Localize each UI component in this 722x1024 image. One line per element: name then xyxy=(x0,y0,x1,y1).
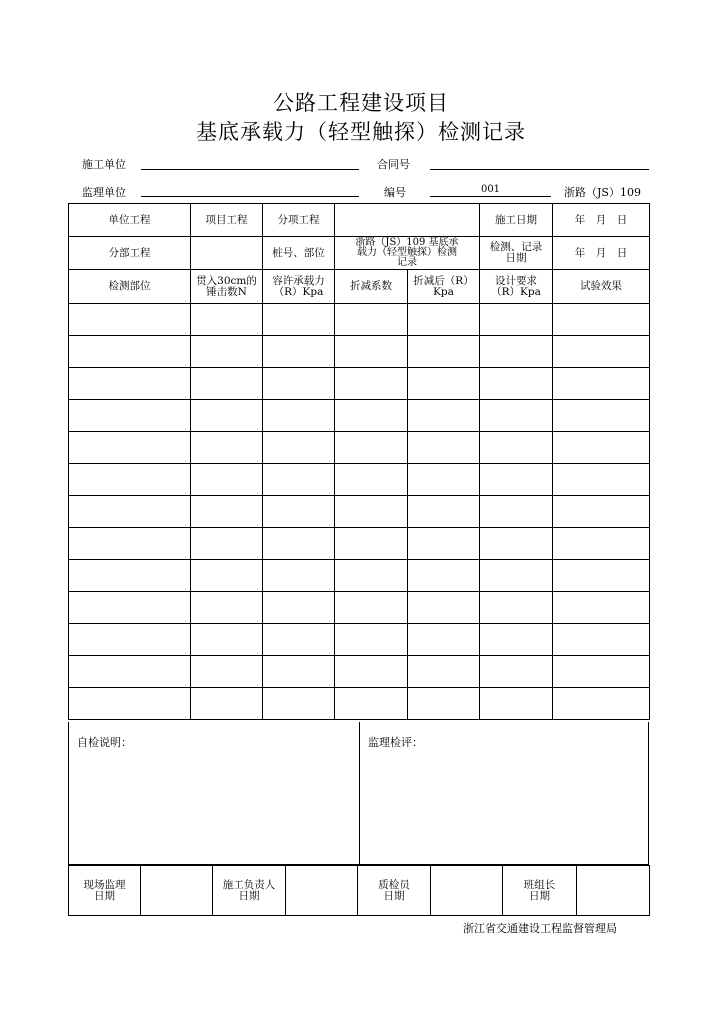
team-leader-line1: 班组长 xyxy=(523,878,556,891)
table-cell[interactable] xyxy=(263,304,335,336)
construction-unit-label: 施工单位 xyxy=(82,158,126,171)
test-date-value[interactable]: 年 月 日 xyxy=(553,237,650,270)
table-cell[interactable] xyxy=(480,368,553,400)
table-cell[interactable] xyxy=(335,400,408,432)
table-row xyxy=(69,304,650,336)
table-row xyxy=(69,592,650,624)
table-row xyxy=(69,496,650,528)
column-header-6-line1: 试验效果 xyxy=(580,280,622,292)
table-cell[interactable] xyxy=(480,528,553,560)
table-cell[interactable] xyxy=(69,688,191,720)
table-cell[interactable] xyxy=(335,368,408,400)
table-cell[interactable] xyxy=(191,304,263,336)
table-cell[interactable] xyxy=(191,496,263,528)
table-cell[interactable] xyxy=(69,624,191,656)
quality-inspector-label xyxy=(358,866,431,916)
column-header-4-line1: 折减后（R） xyxy=(413,274,474,287)
serial-no-label: 编号 xyxy=(384,186,406,199)
station-value[interactable] xyxy=(335,237,480,270)
column-header-6 xyxy=(553,270,650,304)
table-cell[interactable] xyxy=(263,432,335,464)
quality-inspector-sign[interactable] xyxy=(431,866,503,916)
table-row xyxy=(69,368,650,400)
table-cell[interactable] xyxy=(263,496,335,528)
self-check-label: 自检说明： xyxy=(77,736,132,749)
table-cell[interactable] xyxy=(408,400,480,432)
station-label: 桩号、部位 xyxy=(263,237,335,270)
table-cell[interactable] xyxy=(480,432,553,464)
table-cell[interactable] xyxy=(553,560,650,592)
serial-no-value: 001 xyxy=(480,184,501,195)
division-label: 分部工程 xyxy=(69,237,191,270)
table-cell[interactable] xyxy=(263,368,335,400)
supervision-unit-label: 监理单位 xyxy=(82,186,126,199)
table-row xyxy=(69,624,650,656)
team-leader-line2: 日期 xyxy=(529,889,550,902)
column-header-0 xyxy=(69,270,191,304)
column-header-2 xyxy=(263,270,335,304)
table-cell[interactable] xyxy=(553,592,650,624)
page-title-line1: 公路工程建设项目 xyxy=(273,91,449,115)
table-cell[interactable] xyxy=(335,560,408,592)
table-row xyxy=(69,432,650,464)
station-value-line2: 载力（轻型触探）检测 xyxy=(357,247,457,258)
table-cell[interactable] xyxy=(191,528,263,560)
table-cell[interactable] xyxy=(335,592,408,624)
table-cell[interactable] xyxy=(335,304,408,336)
table-cell[interactable] xyxy=(191,624,263,656)
contract-no-label: 合同号 xyxy=(377,158,410,171)
table-cell[interactable] xyxy=(553,688,650,720)
table-cell[interactable] xyxy=(480,624,553,656)
table-cell[interactable] xyxy=(69,528,191,560)
table-cell[interactable] xyxy=(480,656,553,688)
column-header-5-line1: 设计要求 xyxy=(495,274,537,287)
column-header-5 xyxy=(480,270,553,304)
column-header-0-line1: 检测部位 xyxy=(108,280,151,292)
column-header-4-line2: Kpa xyxy=(433,285,454,298)
table-cell[interactable] xyxy=(335,336,408,368)
table-cell[interactable] xyxy=(263,624,335,656)
table-row xyxy=(69,464,650,496)
site-supervisor-line2: 日期 xyxy=(94,889,115,902)
table-cell[interactable] xyxy=(335,624,408,656)
table-cell[interactable] xyxy=(191,368,263,400)
unit-project-label: 单位工程 xyxy=(69,204,191,237)
sub-item-label: 分项工程 xyxy=(263,204,335,237)
table-cell[interactable] xyxy=(553,368,650,400)
column-header-1-line1: 贯入30cm的 xyxy=(196,274,257,287)
table-cell[interactable] xyxy=(553,432,650,464)
table-cell[interactable] xyxy=(191,432,263,464)
table-row xyxy=(69,336,650,368)
table-cell[interactable] xyxy=(191,560,263,592)
table-cell[interactable] xyxy=(553,464,650,496)
construction-lead-line2: 日期 xyxy=(238,889,260,902)
table-cell[interactable] xyxy=(408,656,480,688)
contract-no-field[interactable] xyxy=(430,169,649,170)
table-cell[interactable] xyxy=(408,464,480,496)
table-cell[interactable] xyxy=(408,528,480,560)
table-cell[interactable] xyxy=(191,656,263,688)
division-value[interactable] xyxy=(191,237,263,270)
table-cell[interactable] xyxy=(191,336,263,368)
construction-lead-sign[interactable] xyxy=(286,866,358,916)
table-cell[interactable] xyxy=(480,304,553,336)
self-check-box[interactable] xyxy=(68,722,360,865)
column-header-5-line2: （R）Kpa xyxy=(491,285,541,298)
table-cell[interactable] xyxy=(191,400,263,432)
table-row xyxy=(69,400,650,432)
supervision-unit-field[interactable] xyxy=(141,196,359,197)
table-cell[interactable] xyxy=(263,336,335,368)
table-cell[interactable] xyxy=(69,368,191,400)
column-header-3-line1: 折减系数 xyxy=(350,280,392,292)
table-cell[interactable] xyxy=(553,496,650,528)
table-cell[interactable] xyxy=(553,656,650,688)
table-cell[interactable] xyxy=(408,624,480,656)
table-cell[interactable] xyxy=(408,304,480,336)
serial-no-field[interactable] xyxy=(430,196,551,197)
unit-project-value[interactable]: 项目工程 xyxy=(191,204,263,237)
sub-item-value[interactable] xyxy=(335,204,480,237)
column-header-row xyxy=(69,270,650,304)
table-cell[interactable] xyxy=(335,688,408,720)
supervision-eval-label: 监理检评： xyxy=(368,736,423,749)
table-cell[interactable] xyxy=(69,496,191,528)
table-row xyxy=(69,656,650,688)
table-cell[interactable] xyxy=(553,624,650,656)
test-date-label xyxy=(480,237,553,270)
table-cell[interactable] xyxy=(408,688,480,720)
table-cell[interactable] xyxy=(335,464,408,496)
team-leader-label xyxy=(503,866,577,916)
quality-inspector-line1: 质检员 xyxy=(378,878,410,891)
table-cell[interactable] xyxy=(335,496,408,528)
site-supervisor-sign[interactable] xyxy=(141,866,213,916)
table-cell[interactable] xyxy=(69,336,191,368)
column-header-1 xyxy=(191,270,263,304)
table-cell[interactable] xyxy=(408,336,480,368)
table-cell[interactable] xyxy=(263,560,335,592)
construction-lead-line1: 施工负责人 xyxy=(222,878,276,891)
table-row xyxy=(69,528,650,560)
table-cell[interactable] xyxy=(191,464,263,496)
table-cell[interactable] xyxy=(69,304,191,336)
table-row xyxy=(69,560,650,592)
table-cell[interactable] xyxy=(263,400,335,432)
table-cell[interactable] xyxy=(191,688,263,720)
table-cell[interactable] xyxy=(480,400,553,432)
station-value-line1: 浙路（JS）109 基底承 xyxy=(355,237,459,248)
table-cell[interactable] xyxy=(480,560,553,592)
table-cell[interactable] xyxy=(408,368,480,400)
quality-inspector-line2: 日期 xyxy=(383,889,405,902)
construction-date-label: 施工日期 xyxy=(480,204,553,237)
test-date-label-line1: 检测、记录 xyxy=(489,241,543,253)
site-supervisor-label xyxy=(69,866,141,916)
supervision-eval-box[interactable] xyxy=(359,722,649,865)
table-cell[interactable] xyxy=(480,496,553,528)
construction-lead-label xyxy=(213,866,286,916)
table-cell[interactable] xyxy=(69,464,191,496)
table-cell[interactable] xyxy=(263,656,335,688)
table-cell[interactable] xyxy=(263,592,335,624)
construction-date-value[interactable]: 年 月 日 xyxy=(553,204,650,237)
column-header-2-line2: （R）Kpa xyxy=(273,285,324,298)
table-cell[interactable] xyxy=(263,464,335,496)
table-cell[interactable] xyxy=(480,464,553,496)
table-cell[interactable] xyxy=(480,688,553,720)
table-cell[interactable] xyxy=(553,304,650,336)
table-cell[interactable] xyxy=(69,432,191,464)
table-cell[interactable] xyxy=(480,592,553,624)
table-cell[interactable] xyxy=(69,656,191,688)
table-cell[interactable] xyxy=(408,560,480,592)
table-cell[interactable] xyxy=(408,592,480,624)
column-header-2-line1: 容许承载力 xyxy=(272,274,325,287)
column-header-4 xyxy=(408,270,480,304)
table-cell[interactable] xyxy=(335,656,408,688)
site-supervisor-line1: 现场监理 xyxy=(83,878,126,891)
table-row xyxy=(69,688,650,720)
table-cell[interactable] xyxy=(553,400,650,432)
table-cell[interactable] xyxy=(553,336,650,368)
team-leader-sign[interactable] xyxy=(577,866,650,916)
table-cell[interactable] xyxy=(408,432,480,464)
table-cell[interactable] xyxy=(263,688,335,720)
signature-table xyxy=(68,865,650,916)
table-cell[interactable] xyxy=(480,336,553,368)
test-record-table xyxy=(68,203,650,720)
table-cell[interactable] xyxy=(69,560,191,592)
table-cell[interactable] xyxy=(263,528,335,560)
table-cell[interactable] xyxy=(553,528,650,560)
test-date-label-line2: 日期 xyxy=(505,252,527,264)
table-cell[interactable] xyxy=(408,496,480,528)
construction-unit-field[interactable] xyxy=(141,169,359,170)
table-cell[interactable] xyxy=(335,432,408,464)
column-header-1-line2: 锤击数N xyxy=(206,285,247,298)
form-code: 浙路（JS）109 xyxy=(564,186,641,199)
station-value-line3: 记录 xyxy=(397,257,417,268)
table-cell[interactable] xyxy=(69,592,191,624)
page-title-line2: 基底承载力（轻型触探）检测记录 xyxy=(196,120,526,144)
table-cell[interactable] xyxy=(191,592,263,624)
table-cell[interactable] xyxy=(69,400,191,432)
table-cell[interactable] xyxy=(335,528,408,560)
issuing-organization: 浙江省交通建设工程监督管理局 xyxy=(463,922,617,935)
column-header-3 xyxy=(335,270,408,304)
